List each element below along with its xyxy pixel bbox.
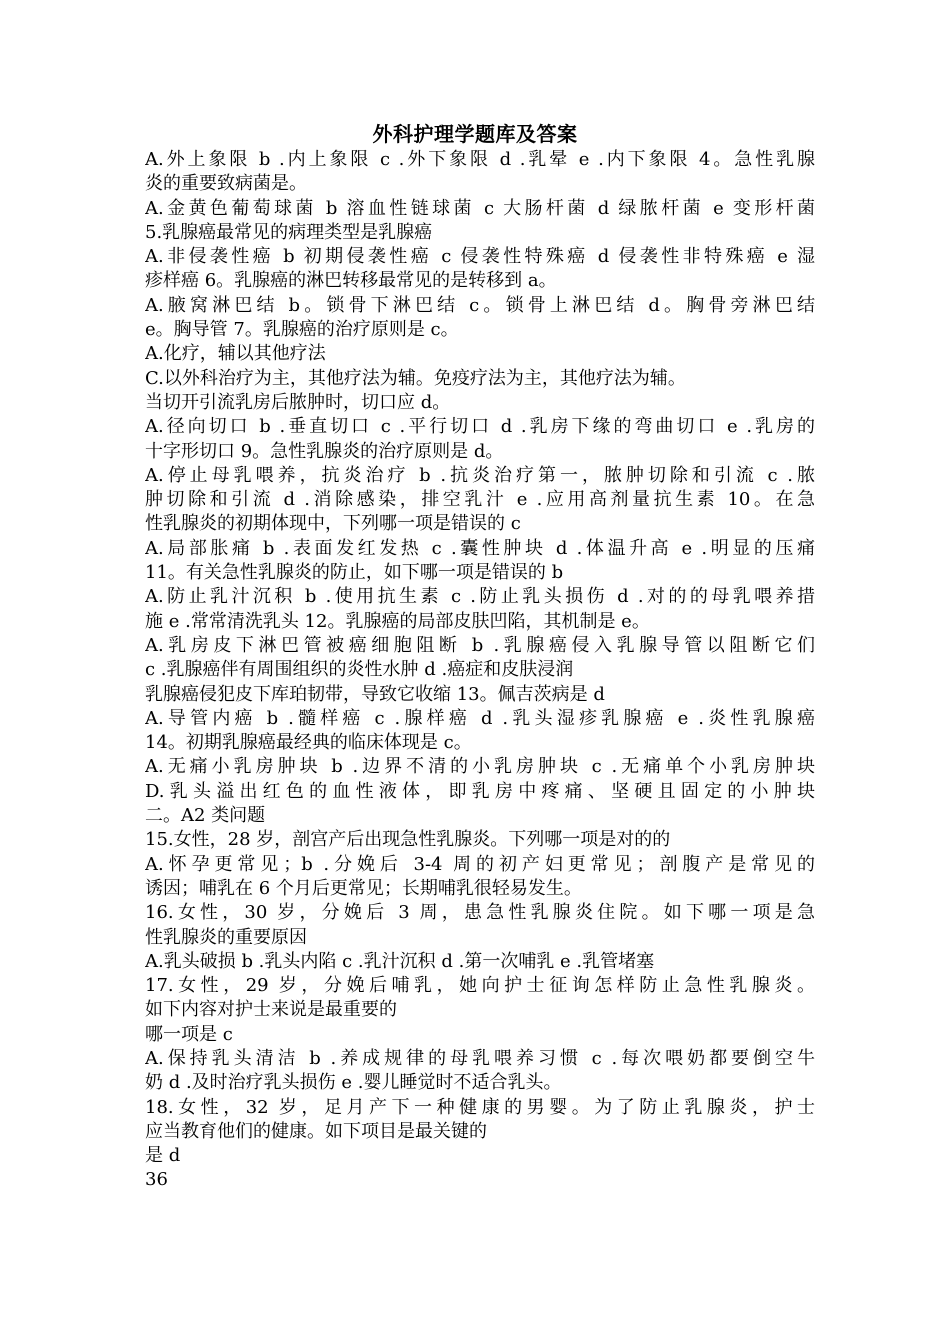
text-line: 十字形切口 9。急性乳腺炎的治疗原则是 d。 [145,440,504,462]
text-line: 炎的重要致病菌是。 [145,173,307,195]
text-line: D.乳头溢出红色的血性液体，即乳房中疼痛、坚硬且固定的小肿块 [145,780,815,802]
text-line: A.乳房皮下淋巴管被癌细胞阻断 b .乳腺癌侵入乳腺导管以阻断它们 [145,634,815,656]
text-line: 应当教育他们的健康。如下项目是最关键的 [145,1120,487,1142]
text-line: c .乳腺癌伴有周围组织的炎性水肿 d .癌症和皮肤浸润 [145,659,574,681]
text-line: e。胸导管 7。乳腺癌的治疗原则是 c。 [145,319,459,341]
text-line: A.外上象限 b .内上象限 c .外下象限 d .乳晕 e .内下象限 4。急性乳腺 [145,149,815,170]
text-line: A.局部胀痛 b .表面发红发热 c .囊性肿块 d .体温升高 e .明显的压痛 [145,537,815,559]
text-line: 疹样癌 6。乳腺癌的淋巴转移最常见的是转移到 a。 [145,270,557,292]
text-line: 如下内容对护士来说是最重要的 [145,999,397,1021]
text-line: A.非侵袭性癌 b 初期侵袭性癌 c 侵袭性特殊癌 d 侵袭性非特殊癌 e 湿 [145,246,815,268]
text-line: 15.女性，28 岁，剖宫产后出现急性乳腺炎。下列哪一项是对的的 [145,829,671,851]
text-line: 肿切除和引流 d .消除感染，排空乳汁 e .应用高剂量抗生素 10。在急 [145,489,815,511]
text-line: 17.女性，29 岁，分娩后哺乳，她向护士征询怎样防止急性乳腺炎。 [145,975,815,997]
text-line: 14。初期乳腺癌最经典的临床体现是 c。 [145,732,472,754]
text-line: 5.乳腺癌最常见的病理类型是乳腺癌 [145,221,433,243]
text-line: 性乳腺炎的初期体现中，下列哪一项是错误的 c [145,513,521,535]
text-line: 18.女性，32 岁，足月产下一种健康的男婴。为了防止乳腺炎，护士 [145,1096,815,1118]
text-line: A.怀孕更常见；b .分娩后 3-4 周的初产妇更常见；剖腹产是常见的 [145,853,815,875]
document-title: 外科护理学题库及答案 [372,122,578,146]
text-line: 当切开引流乳房后脓肿时，切口应 d。 [145,391,451,413]
text-line: 11。有关急性乳腺炎的防止，如下哪一项是错误的 b [145,562,564,584]
text-line: 二。A2 类问题 [145,805,266,827]
text-line: 哪一项是 c [145,1023,233,1045]
text-line: A.乳头破损 b .乳头内陷 c .乳汁沉积 d .第一次哺乳 e .乳管堵塞 [145,950,655,972]
text-line: 施 e .常常清洗乳头 12。乳腺癌的局部皮肤凹陷，其机制是 e。 [145,610,650,632]
text-line: C.以外科治疗为主，其他疗法为辅。免疫疗法为主，其他疗法为辅。 [145,367,686,389]
text-line: 16.女性，30 岁，分娩后 3 周，患急性乳腺炎住院。如下哪一项是急 [145,902,815,924]
text-line: A.腋窝淋巴结 b。锁骨下淋巴结 c。锁骨上淋巴结 d。胸骨旁淋巴结 [145,294,815,316]
text-line: A.停止母乳喂养，抗炎治疗 b .抗炎治疗第一，脓肿切除和引流 c .脓 [145,464,815,486]
text-line: A.径向切口 b .垂直切口 c .平行切口 d .乳房下缘的弯曲切口 e .乳房的 [145,416,815,438]
document-body [145,148,815,1193]
text-line: A.导管内癌 b .髓样癌 c .腺样癌 d .乳头湿疹乳腺癌 e .炎性乳腺癌 [145,707,815,729]
text-line: 奶 d .及时治疗乳头损伤 e .婴儿睡觉时不适合乳头。 [145,1072,562,1094]
text-line: A.无痛小乳房肿块 b .边界不清的小乳房肿块 c .无痛单个小乳房肿块 [145,756,815,778]
page-number: 36 [145,1169,168,1191]
text-line: A.化疗，辅以其他疗法 [145,343,326,365]
text-line: 性乳腺炎的重要原因 [145,926,307,948]
text-line: 是 d [145,1145,181,1167]
text-line: A.保持乳头清洁 b .养成规律的母乳喂养习惯 c .每次喂奶都要倒空牛 [145,1047,815,1069]
text-line: 诱因；哺乳在 6 个月后更常见；长期哺乳很轻易发生。 [145,877,582,899]
text-line: 乳腺癌侵犯皮下库珀韧带，导致它收缩 13。佩吉茨病是 d [145,683,605,705]
text-line: A.金黄色葡萄球菌 b 溶血性链球菌 c 大肠杆菌 d 绿脓杆菌 e 变形杆菌 [145,197,815,219]
text-line: A.防止乳汁沉积 b .使用抗生素 c .防止乳头损伤 d .对的的母乳喂养措 [145,586,815,608]
